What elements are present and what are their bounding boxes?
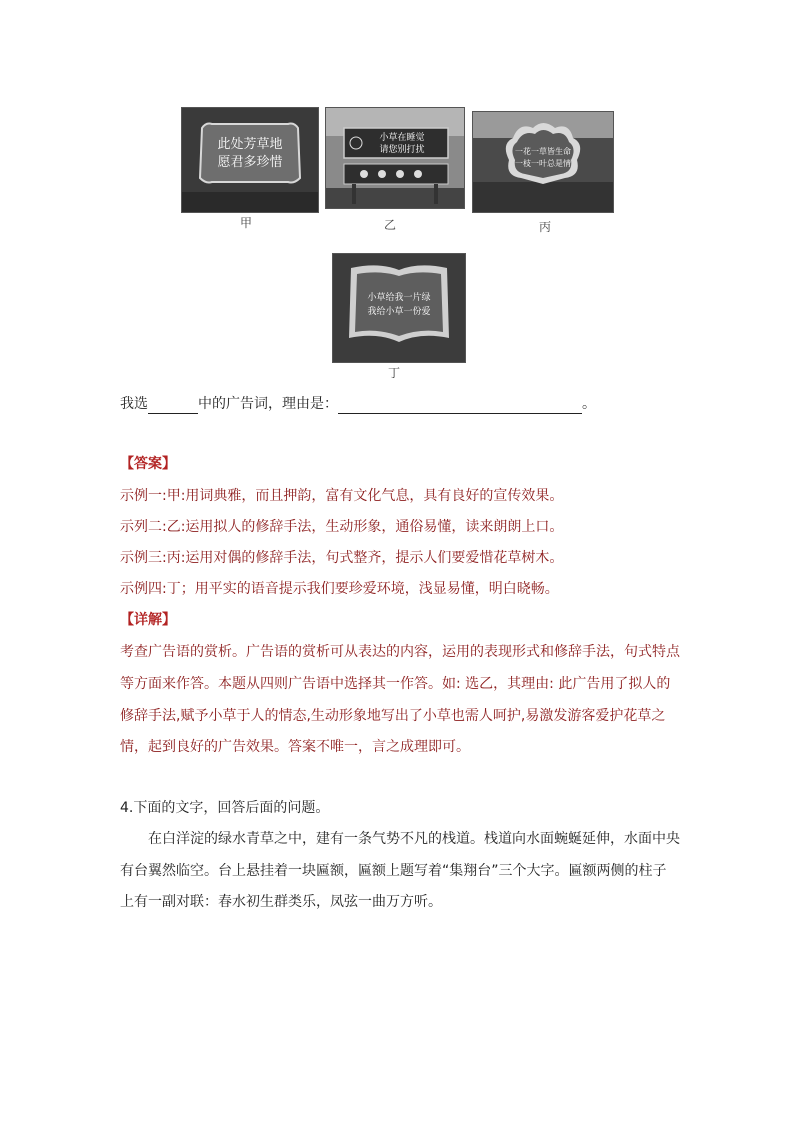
sign-text-jia-1: 此处芳草地	[217, 137, 283, 152]
detail-line-1: 考查广告语的赏析。广告语的赏析可从表达的内容，运用的表现形式和修辞手法，句式特点	[120, 644, 680, 660]
detail-heading: 【详解】	[120, 612, 176, 628]
answer-example-1: 示例一:甲:用词典雅，而且押韵，富有文化气息，具有良好的宣传效果。	[120, 488, 564, 504]
sign-text-ding-2: 我给小草一份爱	[367, 307, 431, 317]
blank-choice[interactable]	[148, 397, 198, 414]
sign-photo-jia	[181, 107, 319, 213]
sign-text-yi-1: 小草在睡觉	[379, 133, 425, 143]
answer-example-3: 示例三:丙:运用对偶的修辞手法，句式整齐，提示人们要爱惜花草树木。	[120, 550, 564, 566]
sign-text-jia-2: 愿君多珍惜	[217, 155, 283, 170]
caption-ding: 丁	[387, 366, 400, 380]
question4-line-3: 上有一副对联：春水初生群类乐，凤弦一曲万方听。	[120, 894, 442, 910]
detail-line-3: 修辞手法,赋予小草于人的情态,生动形象地写出了小草也需人呵护,易激发游客爱护花草之	[120, 708, 666, 724]
sign-text-ding-1: 小草给我一片绿	[367, 293, 431, 303]
question4-title: 4.下面的文字，回答后面的问题。	[120, 800, 330, 816]
blank-reason[interactable]	[338, 397, 582, 414]
detail-line-4: 情，起到良好的广告效果。答案不唯一，言之成理即可。	[120, 739, 470, 755]
answer-heading: 【答案】	[120, 456, 176, 472]
caption-yi: 乙	[383, 218, 396, 232]
question4-line-1: 在白洋淀的绿水青草之中，建有一条气势不凡的栈道。栈道向水面蜿蜒延伸，水面中央	[148, 831, 680, 847]
caption-bing: 丙	[538, 220, 551, 234]
sign-text-bing-1: 一花一草皆生命	[515, 147, 571, 156]
sign-text-yi-2: 请您别打扰	[379, 145, 425, 155]
answer-example-2: 示列二:乙:运用拟人的修辞手法，生动形象，通俗易懂，读来朗朗上口。	[120, 519, 564, 535]
sign-photo-bing	[472, 111, 614, 213]
question4-line-2: 有台翼然临空。台上悬挂着一块匾额，匾额上题写着“集翔台”三个大字。匾额两侧的柱子	[120, 863, 667, 879]
answer-example-4: 示例四:丁；用平实的语音提示我们要珍爱环境，浅显易懂，明白晓畅。	[120, 581, 559, 597]
caption-jia: 甲	[239, 216, 252, 230]
detail-line-2: 等方面来作答。本题从四则广告语中选择其一作答。如: 选乙，其理由: 此广告用了拟人的	[120, 676, 671, 692]
question-suffix: 。	[582, 396, 596, 412]
question-line	[120, 394, 596, 414]
sign-text-bing-2: 一枝一叶总是情	[515, 159, 571, 168]
question-prefix: 我选	[120, 396, 148, 412]
sign-photo-yi	[325, 107, 465, 209]
sign-photo-ding	[332, 253, 466, 363]
question-middle: 中的广告词，理由是：	[198, 396, 338, 412]
